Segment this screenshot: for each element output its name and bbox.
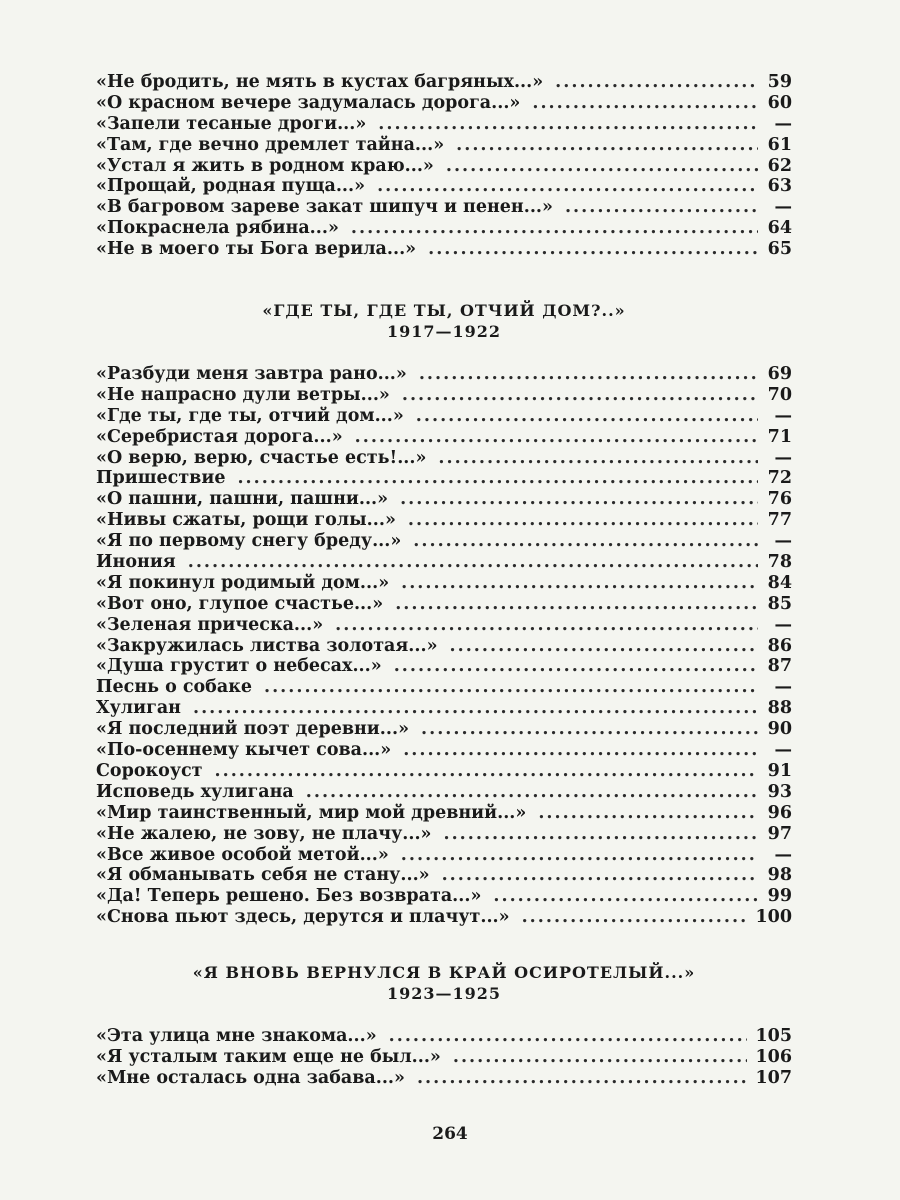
toc-entry-page: 69 [767, 364, 792, 385]
toc-leader-dots [419, 364, 758, 385]
toc-entry-page: 105 [755, 1026, 792, 1047]
toc-entry [96, 761, 792, 782]
toc-entry-page: — [774, 447, 792, 468]
toc-entry-page: 106 [755, 1046, 792, 1067]
toc-leader-dots [193, 698, 758, 719]
toc-leader-dots [450, 636, 758, 657]
toc-leader-dots [306, 782, 758, 803]
toc-leader-dots [413, 531, 758, 552]
toc-entry-title: «Снова пьют здесь, дерутся и плачут...» [96, 907, 510, 928]
toc-entry-title: «Не в моего ты Бога верила...» [96, 239, 417, 260]
toc-entry-title: «Закружилась листва золотая...» [96, 635, 438, 656]
toc-entry-page: — [774, 677, 792, 698]
toc-entry-title: «Покраснела рябина...» [96, 218, 339, 239]
toc-entry [96, 886, 792, 907]
toc-entry [96, 406, 792, 427]
toc-entry [96, 510, 792, 531]
toc-entry-title: Сорокоуст [96, 760, 203, 781]
toc-leader-dots [351, 218, 758, 239]
toc-entry-page: — [774, 614, 792, 635]
toc-entry-page: 91 [767, 760, 792, 781]
toc-entry-page: 65 [767, 239, 792, 260]
toc-entry-title: «Запели тесаные дроги...» [96, 113, 367, 134]
toc-leader-dots [389, 1026, 748, 1047]
toc-leader-dots [416, 406, 758, 427]
toc-entry-page: — [774, 531, 792, 552]
toc-leader-dots [555, 72, 758, 93]
toc-entry [96, 740, 792, 761]
toc-entry-title: Пришествие [96, 468, 226, 489]
toc-section-2 [96, 300, 792, 928]
toc-leader-dots [522, 907, 748, 928]
toc-entry-title: «Где ты, где ты, отчий дом...» [96, 405, 404, 426]
toc-entry [96, 72, 792, 93]
toc-entry-page: 93 [767, 781, 792, 802]
toc-entry-title: «Душа грустит о небесах...» [96, 656, 382, 677]
toc-entry-page: — [774, 113, 792, 134]
toc-leader-dots [532, 93, 758, 114]
toc-entry-page: 97 [767, 823, 792, 844]
toc-leader-dots [237, 468, 758, 489]
toc-entry-title: «Не бродить, не мять в кустах багряных...» [96, 72, 544, 92]
toc-entry-page: 61 [767, 134, 792, 155]
toc-entry [96, 93, 792, 114]
toc-entry-page: 107 [755, 1067, 792, 1088]
toc-entry-title: Песнь о собаке [96, 677, 252, 698]
toc-leader-dots [401, 845, 758, 866]
toc-entry [96, 176, 792, 197]
toc-entry [96, 448, 792, 469]
toc-entry-page: 71 [767, 426, 792, 447]
toc-entry [96, 114, 792, 135]
toc-entry-page: — [774, 740, 792, 761]
page-number: 264 [432, 1124, 468, 1144]
toc-entry-title: «О красном вечере задумалась дорога...» [96, 92, 521, 113]
toc-entry-page: 84 [767, 572, 792, 593]
toc-leader-dots [408, 510, 758, 531]
toc-entry-title: «Я усталым таким еще не был...» [96, 1046, 441, 1067]
toc-entry-page: 98 [767, 865, 792, 886]
toc-entry-page: 87 [767, 656, 792, 677]
toc-entry [96, 489, 792, 510]
toc-leader-dots [377, 176, 758, 197]
toc-entry-title: «Эта улица мне знакома...» [96, 1026, 377, 1047]
toc-leader-dots [456, 135, 758, 156]
toc-entry-page: 86 [767, 635, 792, 656]
toc-leader-dots [438, 448, 758, 469]
toc-entry-title: «Прощай, родная пуща...» [96, 176, 366, 197]
toc-entry-title: «Не жалею, не зову, не плачу...» [96, 823, 432, 844]
toc-leader-dots [538, 803, 758, 824]
toc-entry-page: 78 [767, 552, 792, 573]
toc-leader-dots [421, 719, 758, 740]
toc-entry-page: 77 [767, 510, 792, 531]
toc-entry-title: «Да! Теперь решено. Без возврата...» [96, 886, 482, 907]
toc-entry-page: 60 [767, 92, 792, 113]
toc-leader-dots [446, 156, 758, 177]
toc-entry [96, 636, 792, 657]
toc-entry-title: «Я по первому снегу бреду...» [96, 531, 402, 552]
toc-entry [96, 824, 792, 845]
toc-entry-page: 62 [767, 155, 792, 176]
toc-leader-dots [395, 594, 758, 615]
toc-entry [96, 552, 792, 573]
toc-entry [96, 845, 792, 866]
toc-leader-dots [355, 427, 758, 448]
toc-entry-title: «Мир таинственный, мир мой древний...» [96, 802, 527, 823]
toc-entry-page: 90 [767, 719, 792, 740]
toc-entry [96, 1068, 792, 1089]
table-of-contents [96, 72, 792, 1089]
toc-leader-dots [565, 197, 758, 218]
toc-entry [96, 1047, 792, 1068]
toc-entry-title: «О пашни, пашни, пашни...» [96, 489, 389, 510]
toc-leader-dots [264, 677, 758, 698]
toc-leader-dots [443, 824, 758, 845]
toc-section-3 [96, 962, 792, 1089]
toc-entry [96, 803, 792, 824]
toc-leader-dots [428, 239, 758, 260]
toc-entry [96, 427, 792, 448]
toc-leader-dots [401, 573, 758, 594]
toc-entry [96, 531, 792, 552]
toc-entry-page: 59 [767, 72, 792, 92]
toc-leader-dots [403, 740, 758, 761]
toc-leader-dots [215, 761, 758, 782]
section-heading: «ГДЕ ТЫ, ГДЕ ТЫ, ОТЧИЙ ДОМ?..» [262, 301, 626, 321]
toc-entry-title: Инония [96, 552, 176, 573]
toc-entry [96, 468, 792, 489]
toc-leader-dots [394, 656, 758, 677]
toc-entry-title: «Я покинул родимый дом...» [96, 572, 390, 593]
toc-entry-page: 96 [767, 802, 792, 823]
toc-entry [96, 197, 792, 218]
toc-entry [96, 594, 792, 615]
toc-section-3-list [96, 1026, 792, 1089]
toc-entry [96, 615, 792, 636]
toc-leader-dots [493, 886, 758, 907]
toc-section-1-list [96, 72, 792, 260]
toc-entry-page: — [774, 844, 792, 865]
toc-entry [96, 218, 792, 239]
toc-entry-title: «Я последний поэт деревни...» [96, 719, 410, 740]
toc-entry [96, 677, 792, 698]
toc-entry [96, 698, 792, 719]
toc-entry-title: «Вот оно, глупое счастье...» [96, 593, 384, 614]
toc-entry [96, 719, 792, 740]
toc-leader-dots [442, 865, 758, 886]
toc-leader-dots [417, 1068, 748, 1089]
toc-entry-title: «Не напрасно дули ветры...» [96, 384, 390, 405]
section-years: 1923—1925 [386, 984, 502, 1004]
toc-entry [96, 385, 792, 406]
toc-leader-dots [335, 615, 758, 636]
toc-entry-title: «Серебристая дорога...» [96, 426, 343, 447]
section-years: 1917—1922 [386, 322, 502, 342]
toc-entry-page: 88 [767, 698, 792, 719]
toc-leader-dots [188, 552, 758, 573]
toc-entry-title: Хулиган [96, 698, 181, 719]
toc-entry-page: 72 [767, 468, 792, 489]
toc-leader-dots [400, 489, 758, 510]
toc-entry-title: «Нивы сжаты, рощи голы...» [96, 510, 396, 531]
toc-entry-title: «О верю, верю, счастье есть!...» [96, 447, 427, 468]
toc-entry [96, 156, 792, 177]
toc-entry-page: 99 [767, 886, 792, 907]
toc-entry [96, 865, 792, 886]
toc-entry-page: 63 [767, 176, 792, 197]
toc-entry-title: «Там, где вечно дремлет тайна...» [96, 134, 445, 155]
toc-entry-page: — [774, 197, 792, 218]
toc-entry-title: «Все живое особой метой...» [96, 844, 389, 865]
toc-entry [96, 907, 792, 928]
toc-leader-dots [402, 385, 758, 406]
toc-entry-title: «Зеленая прическа...» [96, 614, 324, 635]
toc-entry-title: «По-осеннему кычет сова...» [96, 740, 392, 761]
toc-entry [96, 782, 792, 803]
toc-entry [96, 135, 792, 156]
section-heading: «Я ВНОВЬ ВЕРНУЛСЯ В КРАЙ ОСИРОТЕЛЫЙ...» [192, 963, 696, 983]
toc-entry [96, 364, 792, 385]
toc-entry-title: Исповедь хулигана [96, 781, 294, 802]
toc-entry-title: «Разбуди меня завтра рано...» [96, 364, 407, 385]
toc-entry [96, 239, 792, 260]
toc-entry-page: 85 [767, 593, 792, 614]
toc-entry-title: «Устал я жить в родном краю...» [96, 155, 434, 176]
toc-entry-page: 100 [755, 907, 792, 928]
toc-entry [96, 1026, 792, 1047]
toc-entry-title: «В багровом зареве закат шипуч и пенен...» [96, 197, 553, 218]
toc-entry [96, 573, 792, 594]
toc-section-2-list [96, 364, 792, 928]
toc-entry [96, 656, 792, 677]
toc-entry-page: 64 [767, 218, 792, 239]
toc-entry-title: «Мне осталась одна забава...» [96, 1067, 405, 1088]
toc-entry-page: — [774, 405, 792, 426]
toc-leader-dots [453, 1047, 748, 1068]
toc-leader-dots [378, 114, 758, 135]
toc-entry-page: 76 [767, 489, 792, 510]
toc-entry-title: «Я обманывать себя не стану...» [96, 865, 430, 886]
toc-entry-page: 70 [767, 384, 792, 405]
